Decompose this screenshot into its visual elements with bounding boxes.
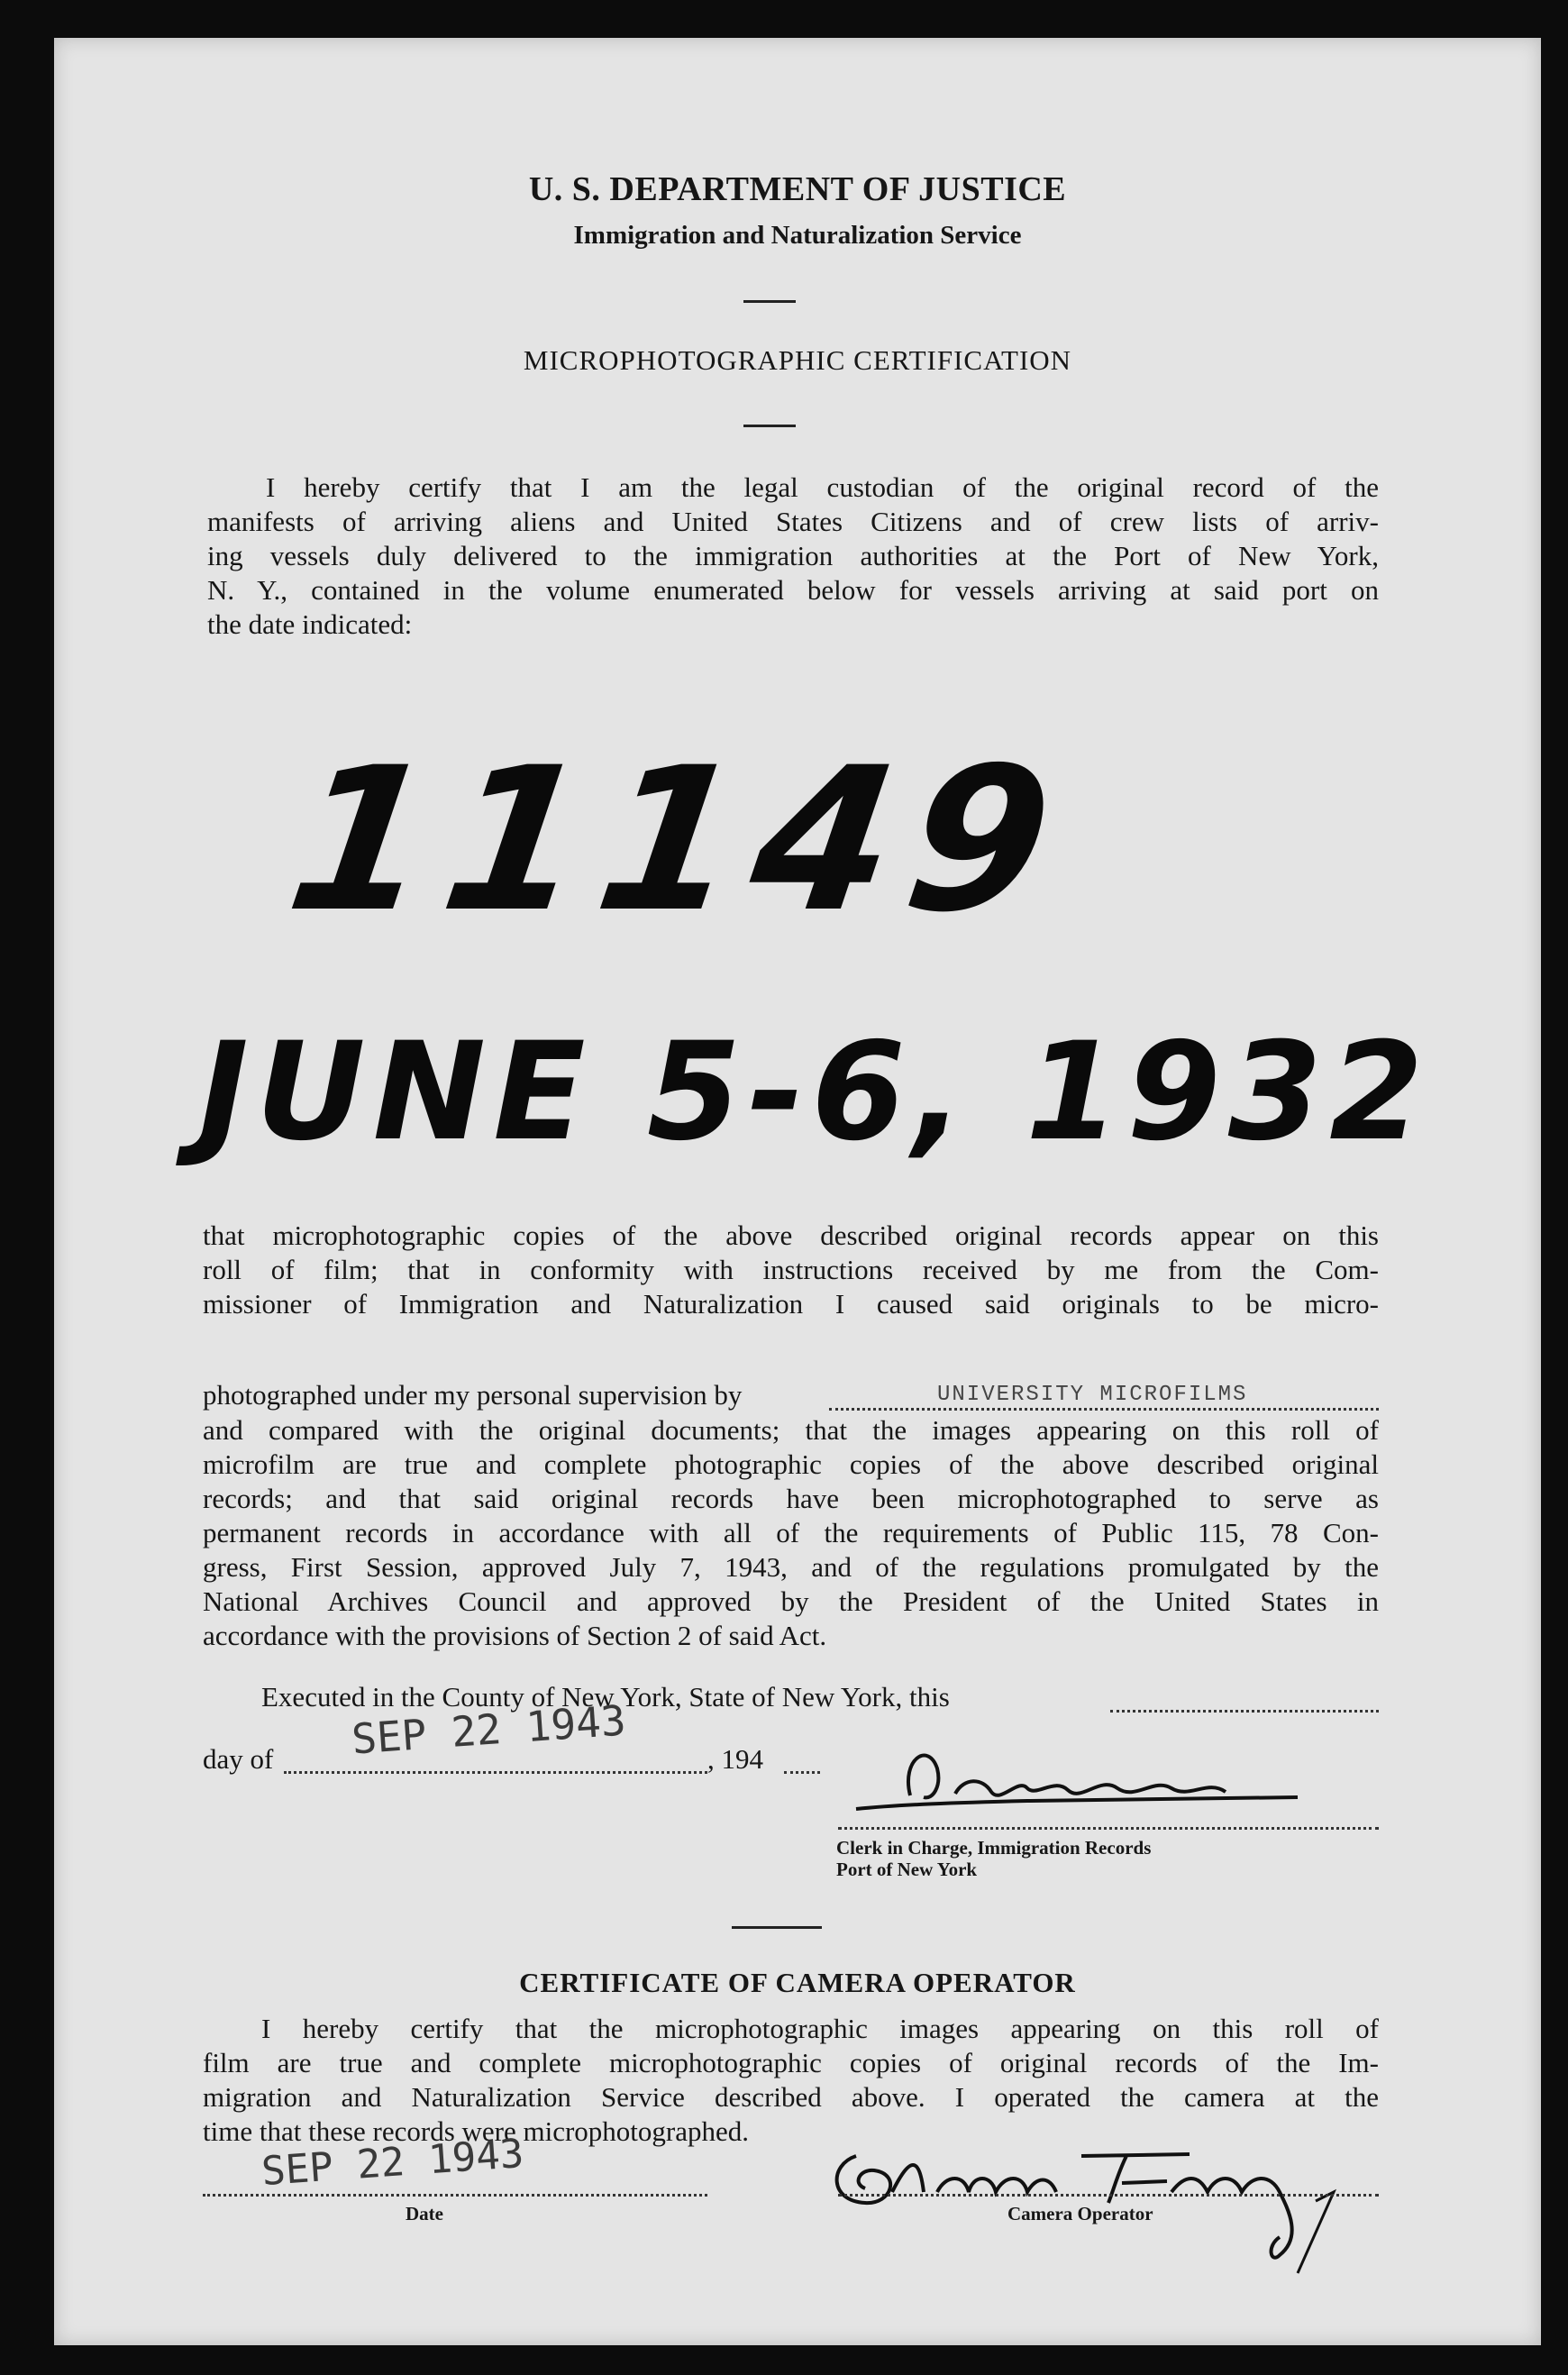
certification-line: the date indicated: xyxy=(207,608,413,640)
camera-operator-signature xyxy=(811,2102,1370,2282)
camera-line: migration and Naturalization Service described above. I operated the camera at the xyxy=(203,2081,1379,2113)
camera-date-stamp: SEP 22 1943 xyxy=(260,2130,525,2196)
clerk-port: Port of New York xyxy=(836,1859,978,1880)
supervision-prefix: photographed under my personal supervision by xyxy=(203,1379,743,1411)
section-divider xyxy=(732,1926,822,1929)
body-line: roll of film; that in conformity with instructions received by me from the Com- xyxy=(203,1254,1379,1285)
certification-paragraph xyxy=(207,470,1379,642)
supervision-dotted-line xyxy=(829,1408,1379,1411)
body-line: and compared with the original documents; that the images appearing on this roll of xyxy=(203,1414,1379,1446)
day-of-label: day of xyxy=(203,1743,274,1775)
agency-title: U. S. DEPARTMENT OF JUSTICE xyxy=(528,170,1067,208)
camera-certificate-title: CERTIFICATE OF CAMERA OPERATOR xyxy=(519,1967,1076,1998)
clerk-title: Clerk in Charge, Immigration Records xyxy=(836,1837,1152,1859)
form-title: MICROPHOTOGRAPHIC CERTIFICATION xyxy=(523,344,1072,376)
camera-line: film are true and complete microphotographic copies of original records of the Im- xyxy=(203,2047,1379,2078)
camera-date-line xyxy=(203,2194,707,2197)
certification-line: N. Y., contained in the volume enumerated below for vessels arriving at said port on xyxy=(207,574,1379,606)
body-line: missioner of Immigration and Naturalization I caused said originals to be micro- xyxy=(203,1288,1379,1320)
camera-line: I hereby certify that the microphotographic images appearing on this roll of xyxy=(261,2013,1379,2044)
body-line: that microphotographic copies of the above described original records appear on this xyxy=(203,1219,1379,1251)
body-line: microfilm are true and complete photographic copies of the above described original xyxy=(203,1448,1379,1480)
body-line: permanent records in accordance with all of the requirements of Public 115, 78 Con- xyxy=(203,1517,1379,1548)
certification-line: I hereby certify that I am the legal custodian of the original record of the xyxy=(266,471,1379,503)
header-divider-2 xyxy=(743,425,796,427)
execution-line: Executed in the County of New York, State of New York, this xyxy=(261,1681,950,1713)
camera-operator-signature-line xyxy=(838,2194,1379,2197)
certificate-sheet xyxy=(54,38,1541,2345)
year-dotted-line xyxy=(784,1771,820,1774)
execution-date-stamp: SEP 22 1943 xyxy=(350,1695,628,1764)
year-label: , 194 xyxy=(707,1743,763,1775)
body-line: records; and that said original records have been microphotographed to serve as xyxy=(203,1483,1379,1514)
certification-line: manifests of arriving aliens and United States Citizens and of crew lists of arriv- xyxy=(207,506,1379,537)
body-paragraph-bottom xyxy=(203,1413,1379,1653)
month-dotted-line xyxy=(284,1771,707,1774)
body-line: National Archives Council and approved by the President of the United States in xyxy=(203,1585,1379,1617)
clerk-signature-line xyxy=(838,1827,1379,1830)
body-line: accordance with the provisions of Section 2 of said Act. xyxy=(203,1620,827,1651)
service-name: Immigration and Naturalization Service xyxy=(573,221,1022,250)
handwritten-date-range: JUNE 5-6, 1932 xyxy=(198,1014,1431,1171)
camera-operator-label: Camera Operator xyxy=(1007,2203,1153,2224)
certification-line: ing vessels duly delivered to the immigration authorities at the Port of New York, xyxy=(207,540,1379,571)
body-line: gress, First Session, approved July 7, 1943, and of the regulations promulgated by the xyxy=(203,1551,1379,1583)
supervision-typed-value: UNIVERSITY MICROFILMS xyxy=(937,1383,1248,1407)
execution-day-dotted-line xyxy=(1110,1710,1379,1713)
header-divider-1 xyxy=(743,300,796,303)
sheet-shadow xyxy=(54,38,1541,2345)
handwritten-volume-number: 11149 xyxy=(277,725,1080,955)
clerk-signature xyxy=(847,1732,1316,1822)
camera-date-label: Date xyxy=(406,2203,443,2224)
body-paragraph-top xyxy=(203,1219,1379,1321)
camera-line: time that these records were microphotographed. xyxy=(203,2115,749,2147)
